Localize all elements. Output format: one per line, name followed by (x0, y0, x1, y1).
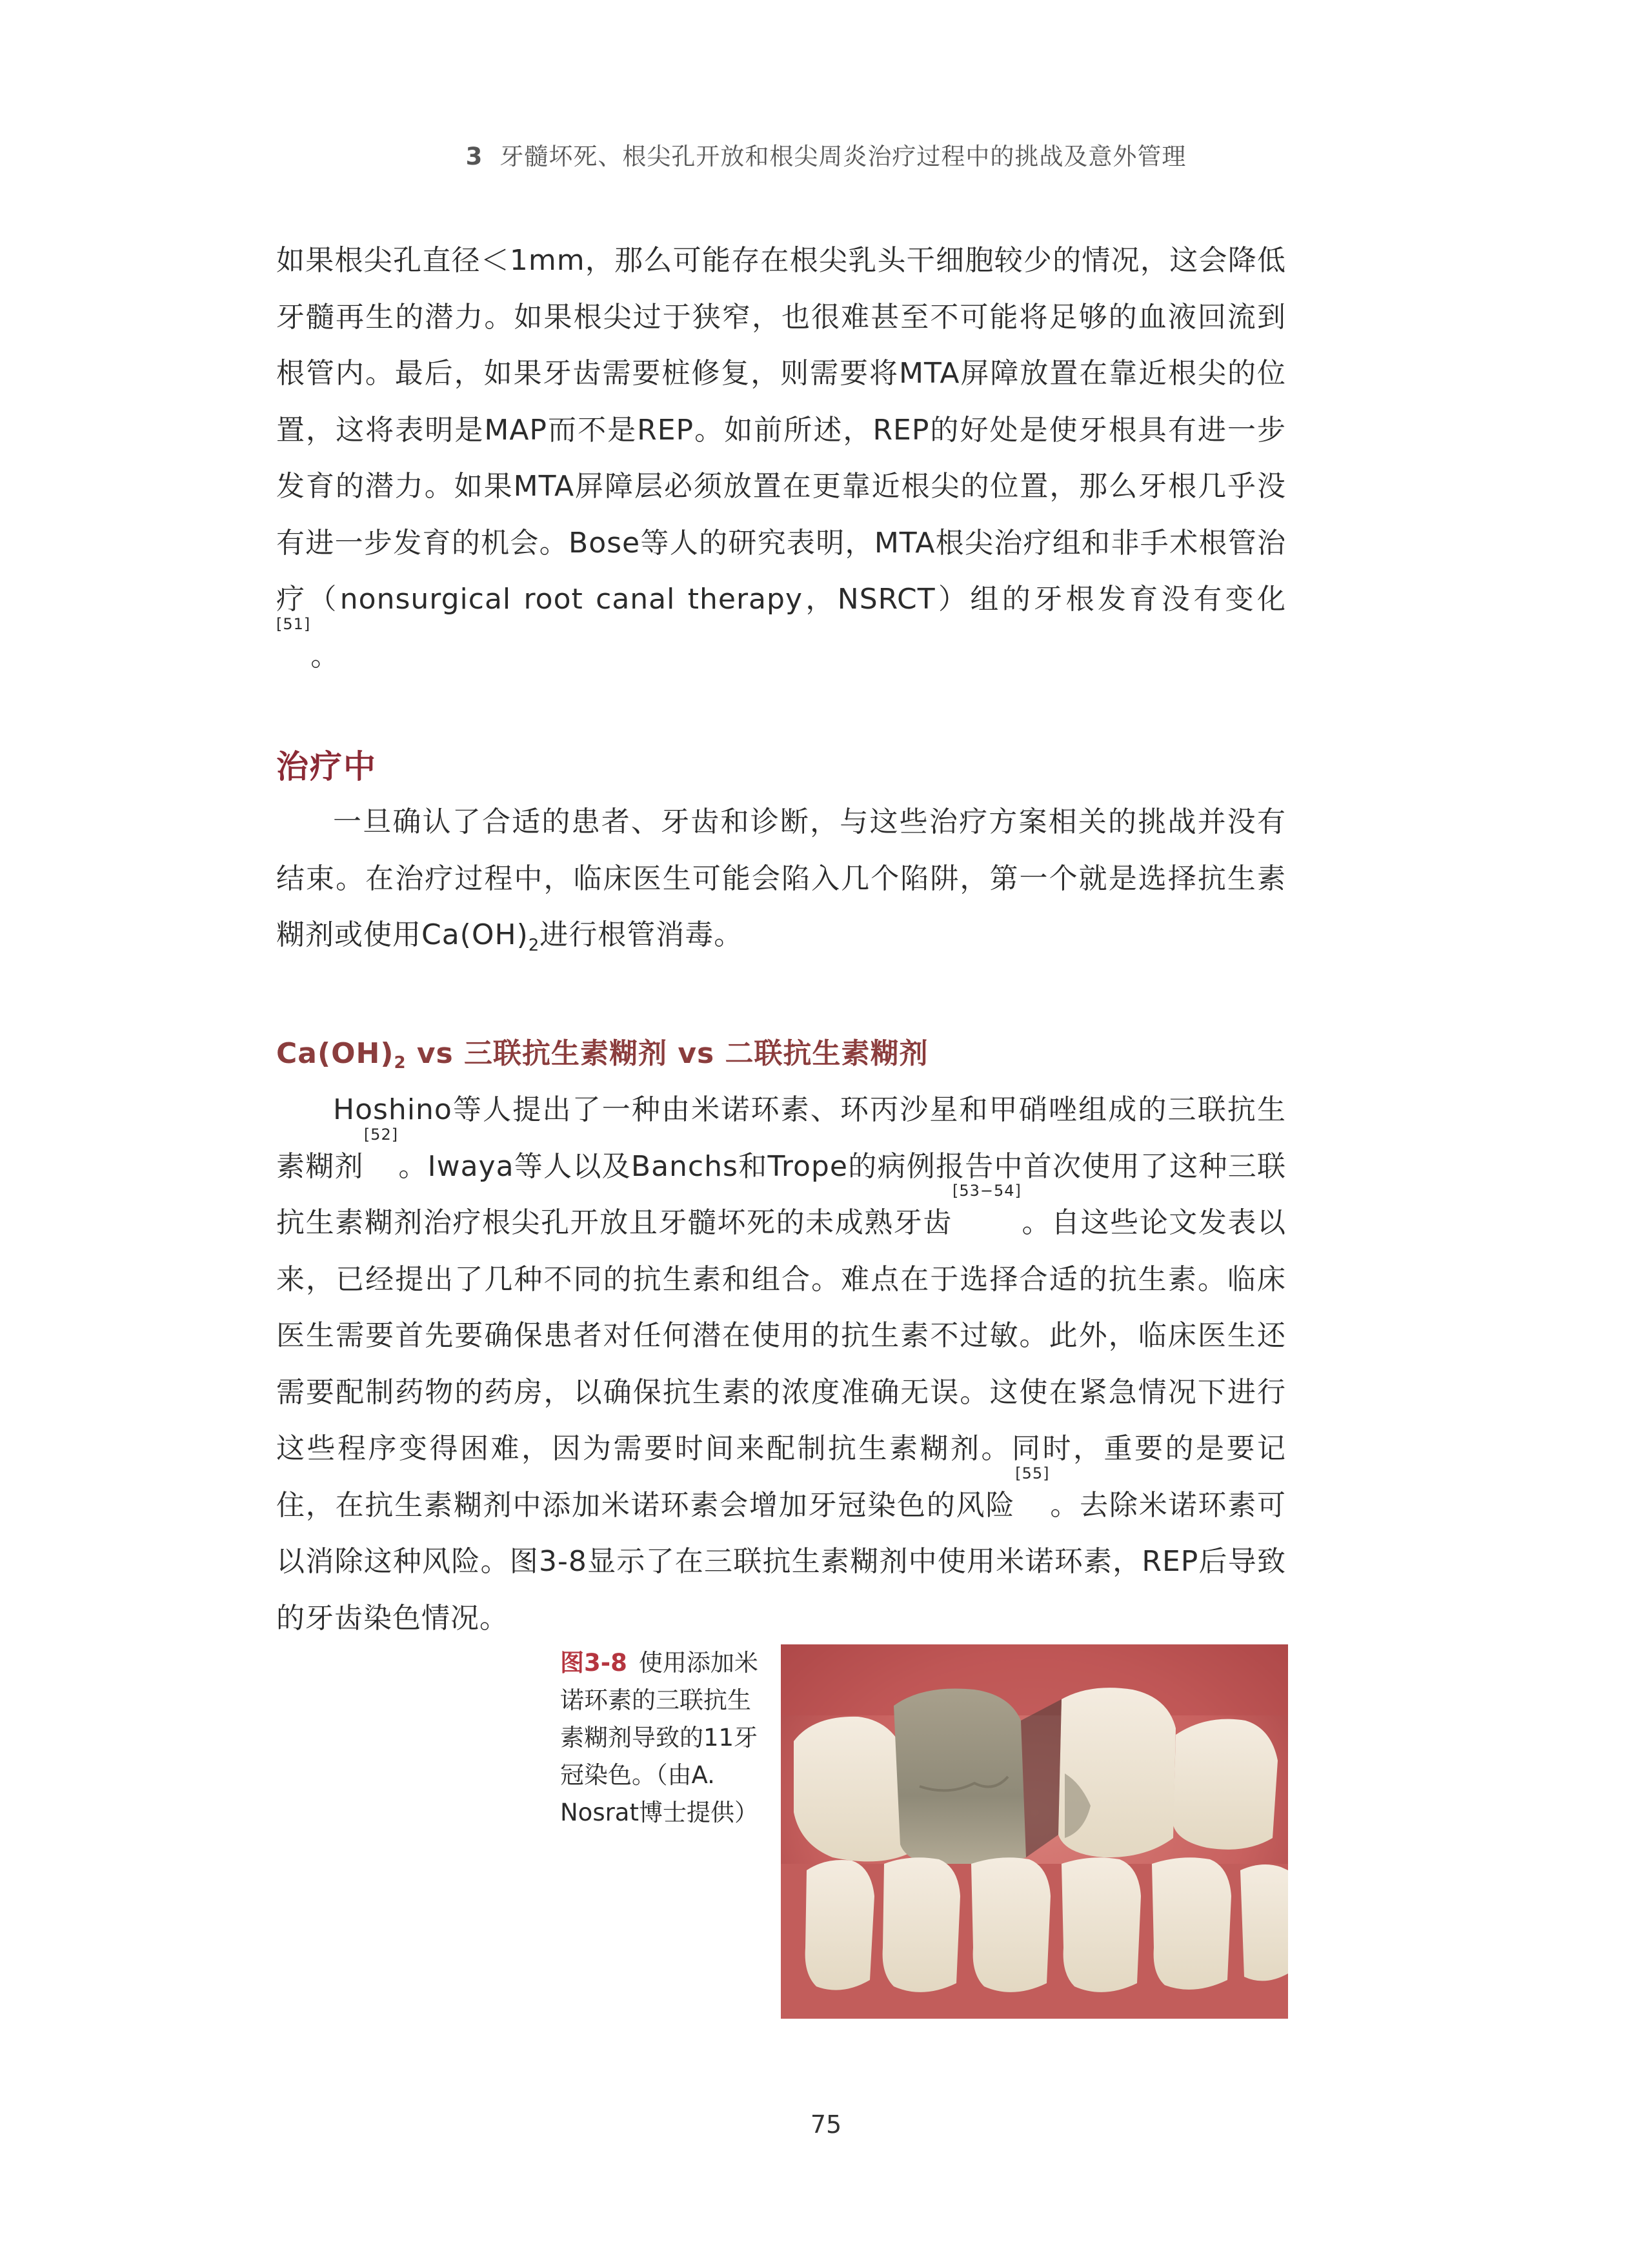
figure-photo (781, 1644, 1288, 2019)
lower-tooth-2 (883, 1857, 960, 1992)
running-header (0, 137, 1652, 172)
subsection-paragraph (276, 1082, 1286, 1646)
chapter-title: 牙髓坏死、根尖孔开放和根尖周炎治疗过程中的挑战及意外管理 (499, 143, 1187, 170)
subscript: 2 (528, 936, 540, 955)
figure-label: 图3-8 (560, 1649, 627, 1677)
section-heading: 治疗中 (276, 748, 377, 785)
citation: [52] (363, 1125, 399, 1144)
intro-block (276, 232, 1286, 684)
lower-tooth-4 (1062, 1857, 1141, 1992)
lower-tooth-3 (971, 1857, 1051, 1992)
tooth-discoloration-photo (781, 1644, 1288, 2019)
lower-tooth-1 (805, 1860, 874, 1990)
subsection-heading-part1: Ca(OH) (276, 1037, 394, 1070)
section-paragraph (276, 794, 1286, 964)
subsection-text-1: Hoshino等人提出了一种由米诺环素、环丙沙星和甲硝唑组成的三联抗生素糊剂 (276, 1093, 1286, 1183)
section-block (276, 794, 1286, 964)
subsection-text-4: 。去除米诺环素可以消除这种风险。图3-8显示了在三联抗生素糊剂中使用米诺环素，REP后导致的牙齿染色情况。 (276, 1488, 1287, 1635)
upper-gum (781, 1644, 1288, 1715)
subsection-text-2: 。Iwaya等人以及Banchs和Trope的病例报告中首次使用了这种三联抗生素糊剂治疗根尖孔开放且牙髓坏死的未成熟牙齿 (276, 1149, 1286, 1239)
subsection-block (276, 1082, 1286, 1646)
subsection-text-3: 。自这些论文发表以来，已经提出了几种不同的抗生素和组合。难点在于选择合适的抗生素。临床医生需要首先要确保患者对任何潜在使用的抗生素不过敏。此外，临床医生还需要配制药物的药房，以确保抗生素的浓度准确无误。这使在紧急情况下进行这些程序变得困难，因为需要时间来配制抗生素糊剂。同时，重要的是要记住，在抗生素糊剂中添加米诺环素会增加牙冠染色的风险 (276, 1206, 1287, 1522)
citation: [53−54] (952, 1182, 1022, 1200)
chapter-number: 3 (465, 143, 483, 170)
subsection-heading-subscript: 2 (394, 1053, 407, 1073)
right-lateral-tooth (1173, 1719, 1278, 1850)
intro-text: 如果根尖孔直径＜1mm，那么可能存在根尖乳头干细胞较少的情况，这会降低牙髓再生的潜力。如果根尖过于狭窄，也很难甚至不可能将足够的血液回流到根管内。最后，如果牙齿需要桩修复，则需要将MTA屏障放置在靠近根尖的位置，这将表明是MAP而不是REP。如前所述，REP的好处是使牙根具有进一步发育的潜力。如果MTA屏障层必须放置在更靠近根尖的位置，那么牙根几乎没有进一步发育的机会。Bose等人的研究表明，MTA根尖治疗组和非手术根管治疗（nonsurgical root canal therapy，NSRCT）组的牙根发育没有变化 (276, 244, 1286, 616)
citation: [55] (1015, 1464, 1050, 1482)
interproximal-gap (1021, 1699, 1062, 1857)
page-number: 75 (810, 2110, 842, 2139)
subsection-heading-part2: vs 三联抗生素糊剂 vs 二联抗生素糊剂 (406, 1037, 929, 1070)
lower-tooth-6 (1240, 1864, 1288, 1981)
citation: [51] (276, 614, 311, 633)
subsection-heading (276, 1030, 929, 1071)
section-text-end: 进行根管消毒。 (539, 918, 743, 951)
figure-caption-text: 使用添加米诺环素的三联抗生素糊剂导致的11牙冠染色。（由A. Nosrat博士提供） (560, 1649, 758, 1826)
left-lateral-tooth (794, 1717, 907, 1862)
lower-tooth-5 (1152, 1857, 1231, 1990)
intro-end: 。 (310, 639, 340, 672)
right-central-incisor (1058, 1688, 1176, 1857)
figure-caption (560, 1644, 767, 1832)
intro-paragraph (276, 232, 1286, 684)
section-text: 一旦确认了合适的患者、牙齿和诊断，与这些治疗方案相关的挑战并没有结束。在治疗过程中，临床医生可能会陷入几个陷阱，第一个就是选择抗生素糊剂或使用Ca(OH) (276, 805, 1286, 951)
